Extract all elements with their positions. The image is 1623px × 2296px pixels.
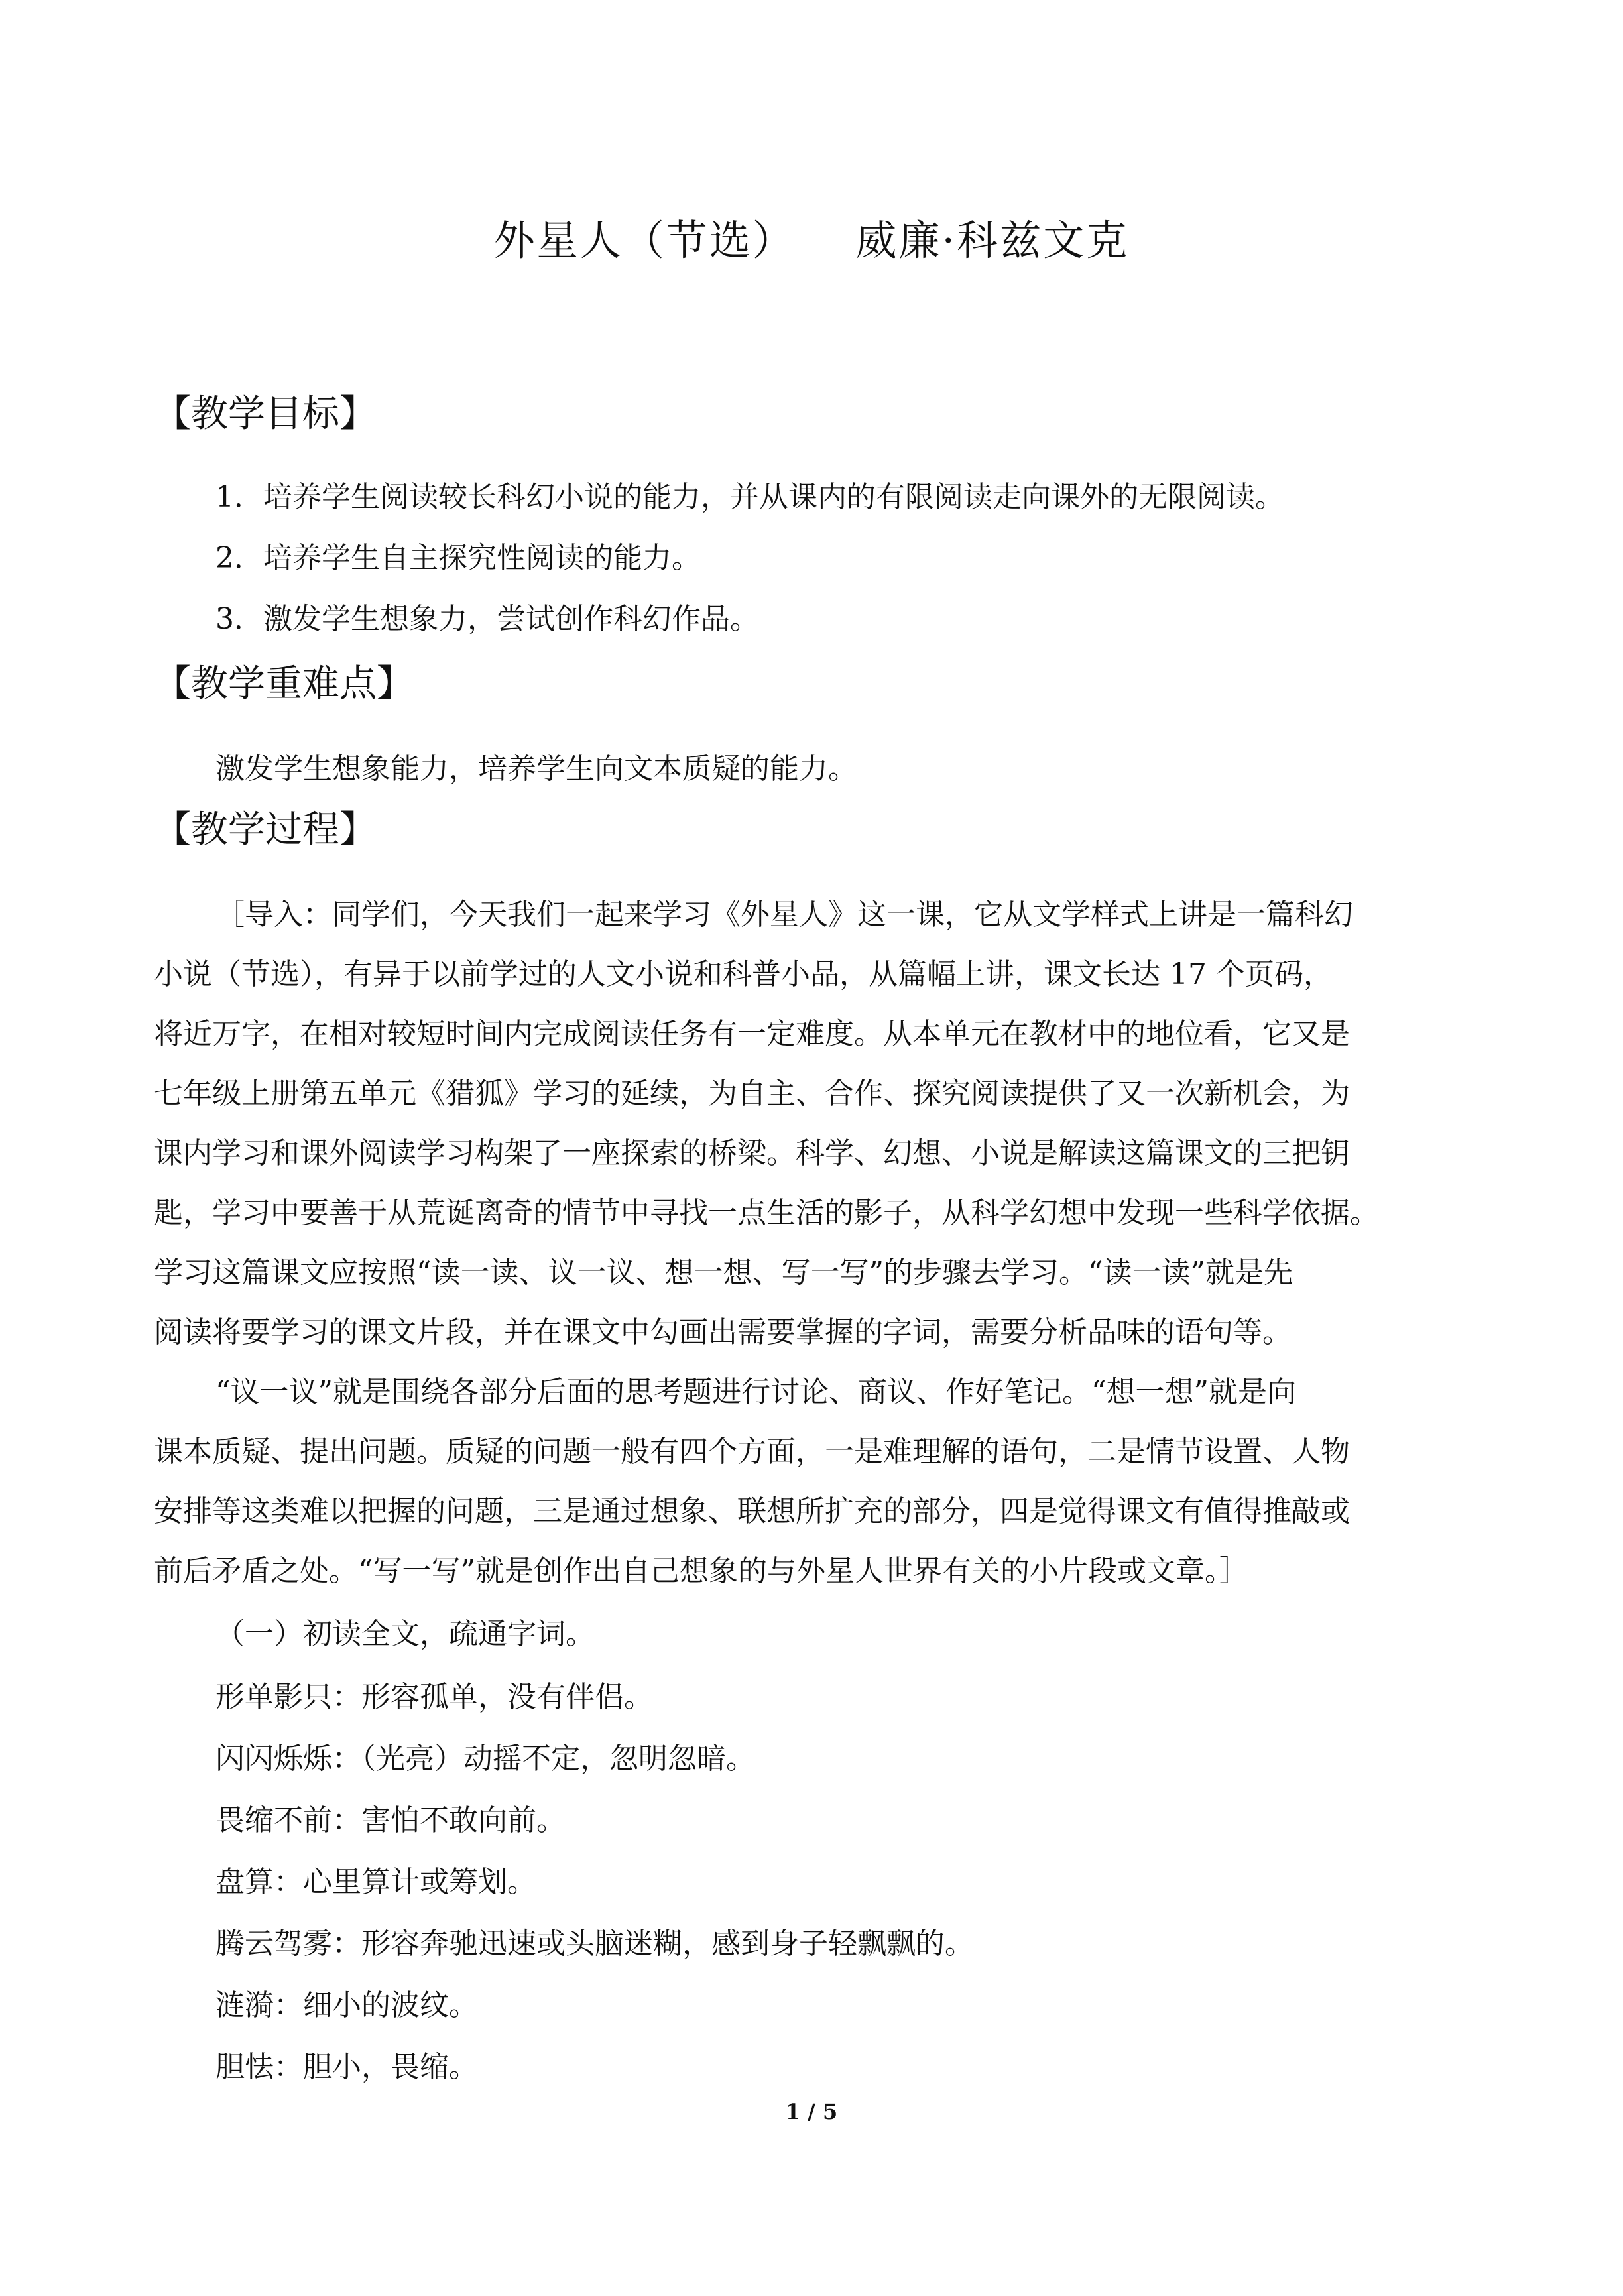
objective-item: 1．培养学生阅读较长科幻小说的能力，并从课内的有限阅读走向课外的无限阅读。 — [215, 480, 1284, 514]
intro-paragraph-line: 匙，学习中要善于从荒诞离奇的情节中寻找一点生活的影子，从科学幻想中发现一些科学依据。 — [154, 1196, 1379, 1230]
intro-paragraph-line: 课内学习和课外阅读学习构架了一座探索的桥梁。科学、幻想、小说是解读这篇课文的三把钥 — [154, 1136, 1350, 1170]
page-number: 1 / 5 — [785, 2099, 838, 2124]
section-heading-objectives: 【教学目标】 — [154, 393, 377, 436]
intro-paragraph-line: 阅读将要学习的课文片段，并在课文中勾画出需要掌握的字词，需要分析品味的语句等。 — [154, 1315, 1292, 1349]
discuss-paragraph-line: “议一议”就是围绕各部分后面的思考题进行讨论、商议、作好笔记。“想一想”就是向 — [215, 1375, 1296, 1409]
intro-paragraph-line: 小说（节选），有异于以前学过的人文小说和科普小品，从篇幅上讲，课文长达 17 个页码， — [154, 957, 1333, 991]
vocab-item: 胆怯：胆小，畏缩。 — [215, 2050, 478, 2084]
vocab-item: 形单影只：形容孤单，没有伴侣。 — [215, 1680, 653, 1714]
vocab-item: 腾云驾雾：形容奔驰迅速或头脑迷糊，感到身子轻飘飘的。 — [215, 1927, 974, 1961]
intro-paragraph-line: ［导入：同学们，今天我们一起来学习《外星人》这一课，它从文学样式上讲是一篇科幻 — [215, 898, 1353, 932]
discuss-paragraph-line: 安排等这类难以把握的问题，三是通过想象、联想所扩充的部分，四是觉得课文有值得推敲或 — [154, 1494, 1350, 1528]
discuss-paragraph-line: 前后矛盾之处。“写一写”就是创作出自己想象的与外星人世界有关的小片段或文章。］ — [154, 1554, 1248, 1588]
vocab-item: 闪闪烁烁：（光亮）动摇不定，忽明忽暗。 — [215, 1742, 755, 1776]
objective-item: 2．培养学生自主探究性阅读的能力。 — [215, 541, 701, 575]
section-heading-key-points: 【教学重难点】 — [154, 662, 414, 705]
intro-paragraph-line: 学习这篇课文应按照“读一读、议一议、想一想、写一写”的步骤去学习。“读一读”就是先 — [154, 1256, 1293, 1290]
vocab-item: 涟漪：细小的波纹。 — [215, 1988, 478, 2022]
intro-paragraph-line: 将近万字，在相对较短时间内完成阅读任务有一定难度。从本单元在教材中的地位看，它又是 — [154, 1017, 1350, 1051]
step-heading: （一）初读全文，疏通字词。 — [215, 1617, 595, 1651]
document-title: 外星人（节选） 威廉·科兹文克 — [493, 216, 1130, 265]
vocab-item: 畏缩不前：害怕不敢向前。 — [215, 1803, 566, 1837]
discuss-paragraph-line: 课本质疑、提出问题。质疑的问题一般有四个方面，一是难理解的语句，二是情节设置、人物 — [154, 1435, 1350, 1469]
key-points-text: 激发学生想象能力，培养学生向文本质疑的能力。 — [215, 752, 857, 786]
objective-item: 3．激发学生想象力，尝试创作科幻作品。 — [215, 602, 759, 636]
vocab-item: 盘算：心里算计或筹划。 — [215, 1865, 536, 1899]
section-heading-process: 【教学过程】 — [154, 808, 377, 851]
intro-paragraph-line: 七年级上册第五单元《猎狐》学习的延续，为自主、合作、探究阅读提供了又一次新机会，为 — [154, 1077, 1350, 1111]
